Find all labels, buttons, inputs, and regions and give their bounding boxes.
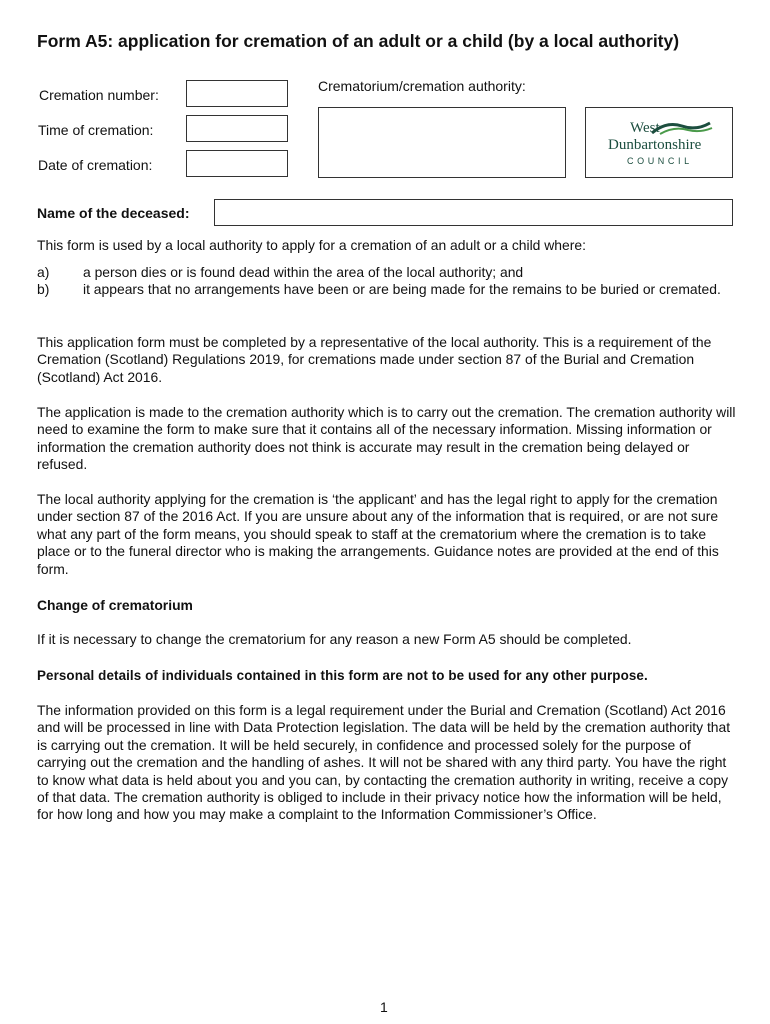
list-marker: a) — [37, 264, 50, 280]
list-item-text: a person dies or is found dead within the area of the local authority; and — [83, 264, 524, 280]
cremation-number-field[interactable] — [186, 80, 288, 107]
page-number: 1 — [380, 999, 388, 1015]
requirement-paragraph: This application form must be completed by a representative of the local authority. This is a requirement of the Cremation (Scotland) Regulations 2019, for cremations made under section 87 of the Burial and Cremation (Scotland) Act 2016. — [37, 334, 712, 385]
crematorium-authority-field[interactable] — [318, 107, 566, 178]
change-text: If it is necessary to change the crematorium for any reason a new Form A5 should be completed. — [37, 631, 632, 647]
page-title: Form A5: application for cremation of an adult or a child (by a local authority) — [37, 31, 680, 51]
time-of-cremation-label: Time of cremation: — [38, 122, 154, 138]
list-item-text: it appears that no arrangements have been or are being made for the remains to be buried or cremated. — [83, 281, 721, 298]
logo-dunbartonshire: Dunbartonshire — [608, 137, 702, 153]
logo-council: COUNCIL — [627, 156, 693, 166]
time-of-cremation-field[interactable] — [186, 115, 288, 142]
intro-text: This form is used by a local authority to apply for a cremation of an adult or a child where: — [37, 237, 586, 253]
name-of-deceased-label: Name of the deceased: — [37, 205, 190, 221]
crematorium-authority-label: Crematorium/cremation authority: — [318, 78, 526, 94]
cremation-number-label: Cremation number: — [39, 87, 159, 103]
logo-west: West — [630, 120, 660, 136]
personal-details-notice: Personal details of individuals contained in this form are not to be used for any other purpose. — [37, 668, 648, 683]
date-of-cremation-field[interactable] — [186, 150, 288, 177]
list-item — [37, 264, 737, 281]
application-paragraph: The application is made to the cremation authority which is to carry out the cremation. The cremation authority will need to examine the form to make sure that it contains all of the necessary information. Missing information or information the cremation authority does not think is accurate may result in the cremation being delayed or refused. — [37, 404, 736, 473]
council-logo — [585, 107, 733, 178]
applicant-paragraph: The local authority applying for the cremation is ‘the applicant’ and has the legal right to apply for the cremation under section 87 of the 2016 Act. If you are unsure about any of the information that is required, or are not sure what any part of the form means, you should speak to staff at the crematorium where the cremation is to take place or to the funeral director who is making the arrangements. Guidance notes are provided at the end of this form. — [37, 491, 719, 577]
list-marker: b) — [37, 281, 50, 298]
date-of-cremation-label: Date of cremation: — [38, 157, 153, 173]
conditions-list — [37, 264, 737, 299]
change-heading: Change of crematorium — [37, 597, 193, 613]
data-protection-paragraph: The information provided on this form is a legal requirement under the Burial and Cremation (Scotland) Act 2016 and will be processed in line with Data Protection legislation. The data will be held by the cremation authority that is carrying out the cremation. It will be held securely, in confidence and processed solely for the purpose of carrying out the cremation and the handling of ashes. It will not be shared with any third party. You have the right to know what data is held about you and you can, by contacting the cremation authority in writing, receive a copy of that data. The cremation authority is obliged to include in their privacy notice how the information will be held, for how long and how you may make a complaint to the Information Commissioner’s Office. — [37, 702, 731, 823]
name-of-deceased-field[interactable] — [214, 199, 733, 226]
list-item — [37, 281, 737, 298]
